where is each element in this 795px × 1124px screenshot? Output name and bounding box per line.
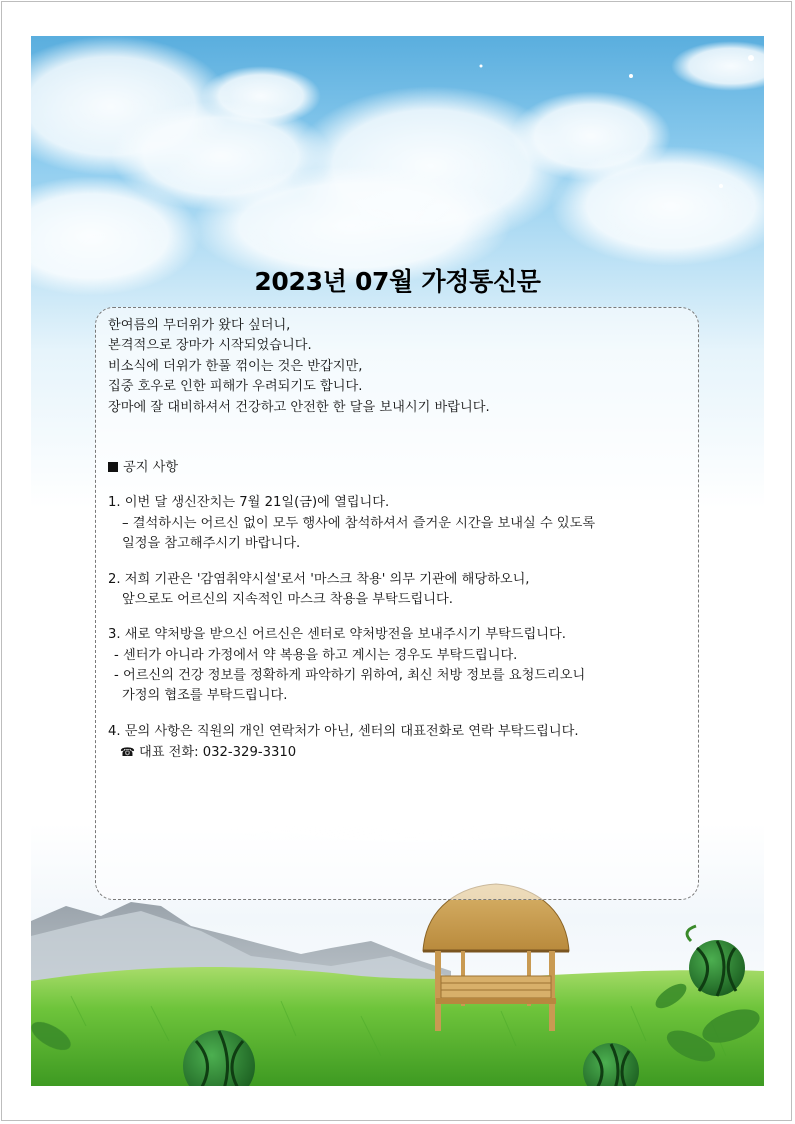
greeting-line: 장마에 잘 대비하셔서 건강하고 안전한 한 달을 보내시기 바랍니다.: [108, 399, 490, 415]
grass-field: [31, 967, 764, 1086]
notice-1-sub: – 결석하시는 어르신 없이 모두 행사에 참석하셔서 즐거운 시간을 보내실 수 있도록: [122, 515, 596, 531]
notice-heading-text: 공지 사항: [123, 459, 179, 475]
greeting-line: 한여름의 무더위가 왔다 싶더니,: [108, 318, 291, 333]
notice-3-main: 3. 새로 약처방을 받으신 어르신은 센터로 약처방전을 보내주시기 부탁드립니다.: [108, 627, 566, 643]
page-title: 2023년 07월 가정통신문: [254, 267, 541, 296]
square-bullet-icon: [108, 462, 118, 472]
phone-line: [108, 742, 688, 762]
notice-heading: [108, 458, 688, 478]
greeting-line: 집중 호우로 인한 피해가 우려되기도 합니다.: [108, 379, 363, 395]
greeting-line: 비소식에 더위가 한풀 꺾이는 것은 반갑지만,: [108, 358, 363, 374]
notice-4-main: 4. 문의 사항은 직원의 개인 연락처가 아닌, 센터의 대표전화로 연락 부탁드립니다.: [108, 723, 579, 739]
notice-3-sub: 가정의 협조를 부탁드립니다.: [122, 688, 288, 704]
greeting-line: 본격적으로 장마가 시작되었습니다.: [108, 338, 312, 354]
phone-icon: ☎: [120, 745, 135, 760]
notice-1-sub: 일정을 참고해주시기 바랍니다.: [122, 536, 301, 552]
notice-2-main: 2. 저희 기관은 '감염취약시설'로서 '마스크 착용' 의무 기관에 해당하오니,: [108, 571, 530, 587]
notice-2-sub: 앞으로도 어르신의 지속적인 마스크 착용을 부탁드립니다.: [122, 591, 453, 607]
notice-1-main: 1. 이번 달 생신잔치는 7월 21일(금)에 열립니다.: [108, 495, 390, 511]
notice-content: [108, 316, 688, 763]
notice-3-sub: - 어르신의 건강 정보를 정확하게 파악하기 위하여, 최신 처방 정보를 요청드리오니: [114, 668, 586, 684]
notice-3-sub: - 센터가 아니라 가정에서 약 복용을 하고 계시는 경우도 부탁드립니다.: [114, 647, 518, 663]
phone-number: 대표 전화: 032-329-3310: [138, 745, 297, 761]
